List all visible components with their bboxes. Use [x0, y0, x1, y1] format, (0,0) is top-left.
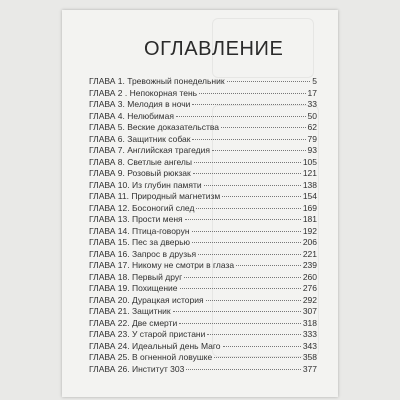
dot-leader: [180, 288, 301, 289]
dot-leader: [212, 150, 306, 151]
page-number: 318: [302, 317, 317, 328]
toc-entry: [89, 203, 317, 215]
dot-leader: [223, 346, 301, 347]
chapter-title: ГЛАВА 10. Из глубин памяти: [89, 179, 202, 190]
dot-leader: [192, 231, 301, 232]
page-number: 292: [302, 294, 317, 305]
toc-entry: [89, 99, 317, 111]
page-number: 181: [302, 214, 317, 224]
chapter-title: ГЛАВА 4. Нелюбимая: [89, 110, 174, 121]
chapter-title: ГЛАВА 2 . Непокорная тень: [89, 87, 198, 98]
chapter-title: ГЛАВА 15. Пес за дверью: [89, 237, 191, 247]
page-number: 358: [302, 352, 317, 362]
chapter-title: ГЛАВА 6. Защитник собак: [89, 133, 191, 144]
chapter-title: ГЛАВА 14. Птица-говорун: [89, 225, 190, 236]
dot-leader: [185, 219, 301, 220]
page-number: 343: [302, 340, 317, 351]
toc-entry: [89, 168, 317, 180]
page-number: 260: [302, 271, 317, 282]
chapter-title: ГЛАВА 18. Первый друг: [89, 271, 183, 282]
chapter-title: ГЛАВА 5. Веские доказательства: [89, 122, 220, 132]
toc-entry: [89, 283, 317, 295]
dot-leader: [204, 185, 301, 186]
chapter-title: ГЛАВА 7. Английская трагедия: [89, 145, 210, 155]
book-page: [62, 10, 338, 397]
chapter-title: ГЛАВА 11. Природный магнетизм: [89, 191, 221, 201]
page-number: 62: [307, 122, 317, 132]
toc-entry: [89, 191, 317, 203]
page-number: 206: [302, 237, 317, 247]
toc-entry: [89, 341, 317, 353]
toc-entry: [89, 318, 317, 330]
page-number: 276: [302, 283, 317, 293]
toc-entry: [89, 226, 317, 238]
page-number: 50: [307, 110, 317, 121]
toc-entry: [89, 134, 317, 146]
page-number: 307: [302, 306, 317, 316]
toc-entry: [89, 157, 317, 169]
page-number: 377: [302, 363, 317, 374]
dot-leader: [227, 81, 311, 82]
dot-leader: [192, 139, 305, 140]
toc-entry: [89, 272, 317, 284]
table-of-contents: [89, 76, 317, 375]
toc-entry: [89, 260, 317, 272]
chapter-title: ГЛАВА 19. Похищение: [89, 283, 178, 293]
toc-entry: [89, 352, 317, 364]
dot-leader: [221, 127, 306, 128]
chapter-title: ГЛАВА 22. Две смерти: [89, 317, 178, 328]
page-number: 154: [302, 191, 317, 201]
chapter-title: ГЛАВА 8. Светлые ангелы: [89, 156, 192, 167]
toc-entry: [89, 249, 317, 261]
chapter-title: ГЛАВА 12. Босоногий след: [89, 202, 195, 213]
chapter-title: ГЛАВА 24. Идеальный день Маго: [89, 340, 221, 351]
page-number: 5: [312, 76, 317, 86]
dot-leader: [193, 173, 301, 174]
dot-leader: [206, 300, 301, 301]
dot-leader: [179, 323, 301, 324]
page-number: 105: [302, 156, 317, 167]
toc-entry: [89, 76, 317, 88]
page-number: 93: [307, 145, 317, 155]
dot-leader: [173, 311, 301, 312]
page-number: 138: [302, 179, 317, 190]
chapter-title: ГЛАВА 9. Розовый рюкзак: [89, 168, 191, 178]
dot-leader: [176, 116, 306, 117]
chapter-title: ГЛАВА 20. Дурацкая история: [89, 294, 204, 305]
dot-leader: [186, 369, 300, 370]
chapter-title: ГЛАВА 13. Прости меня: [89, 214, 183, 224]
toc-entry: [89, 295, 317, 307]
dot-leader: [194, 162, 301, 163]
dot-leader: [207, 334, 300, 335]
toc-entry: [89, 145, 317, 157]
page-number: 79: [307, 133, 317, 144]
chapter-title: ГЛАВА 25. В огненной ловушке: [89, 352, 213, 362]
chapter-title: ГЛАВА 16. Запрос в друзья: [89, 248, 197, 259]
page-number: 221: [302, 248, 317, 259]
chapter-title: ГЛАВА 21. Защитник: [89, 306, 171, 316]
page-number: 121: [302, 168, 317, 178]
toc-entry: [89, 237, 317, 249]
chapter-title: ГЛАВА 1. Тревожный понедельник: [89, 76, 225, 86]
chapter-title: ГЛАВА 26. Институт 303: [89, 363, 185, 374]
page-title: ОГЛАВЛЕНИЕ: [144, 38, 284, 60]
dot-leader: [196, 208, 300, 209]
dot-leader: [236, 265, 301, 266]
page-number: 17: [307, 87, 317, 98]
dot-leader: [199, 93, 305, 94]
chapter-title: ГЛАВА 23. У старой пристани: [89, 329, 206, 339]
page-number: 239: [302, 260, 317, 270]
chapter-title: ГЛАВА 17. Никому не смотри в глаза: [89, 260, 235, 270]
toc-entry: [89, 111, 317, 123]
dot-leader: [192, 242, 301, 243]
toc-entry: [89, 329, 317, 341]
dot-leader: [214, 357, 301, 358]
page-number: 33: [307, 99, 317, 109]
dot-leader: [192, 104, 305, 105]
toc-entry: [89, 122, 317, 134]
chapter-title: ГЛАВА 3. Мелодия в ночи: [89, 99, 191, 109]
toc-entry: [89, 88, 317, 100]
page-number: 192: [302, 225, 317, 236]
dot-leader: [184, 277, 301, 278]
page-number: 169: [302, 202, 317, 213]
toc-entry: [89, 306, 317, 318]
toc-entry: [89, 364, 317, 376]
dot-leader: [222, 196, 301, 197]
dot-leader: [198, 254, 301, 255]
toc-entry: [89, 214, 317, 226]
toc-entry: [89, 180, 317, 192]
page-number: 333: [302, 329, 317, 339]
